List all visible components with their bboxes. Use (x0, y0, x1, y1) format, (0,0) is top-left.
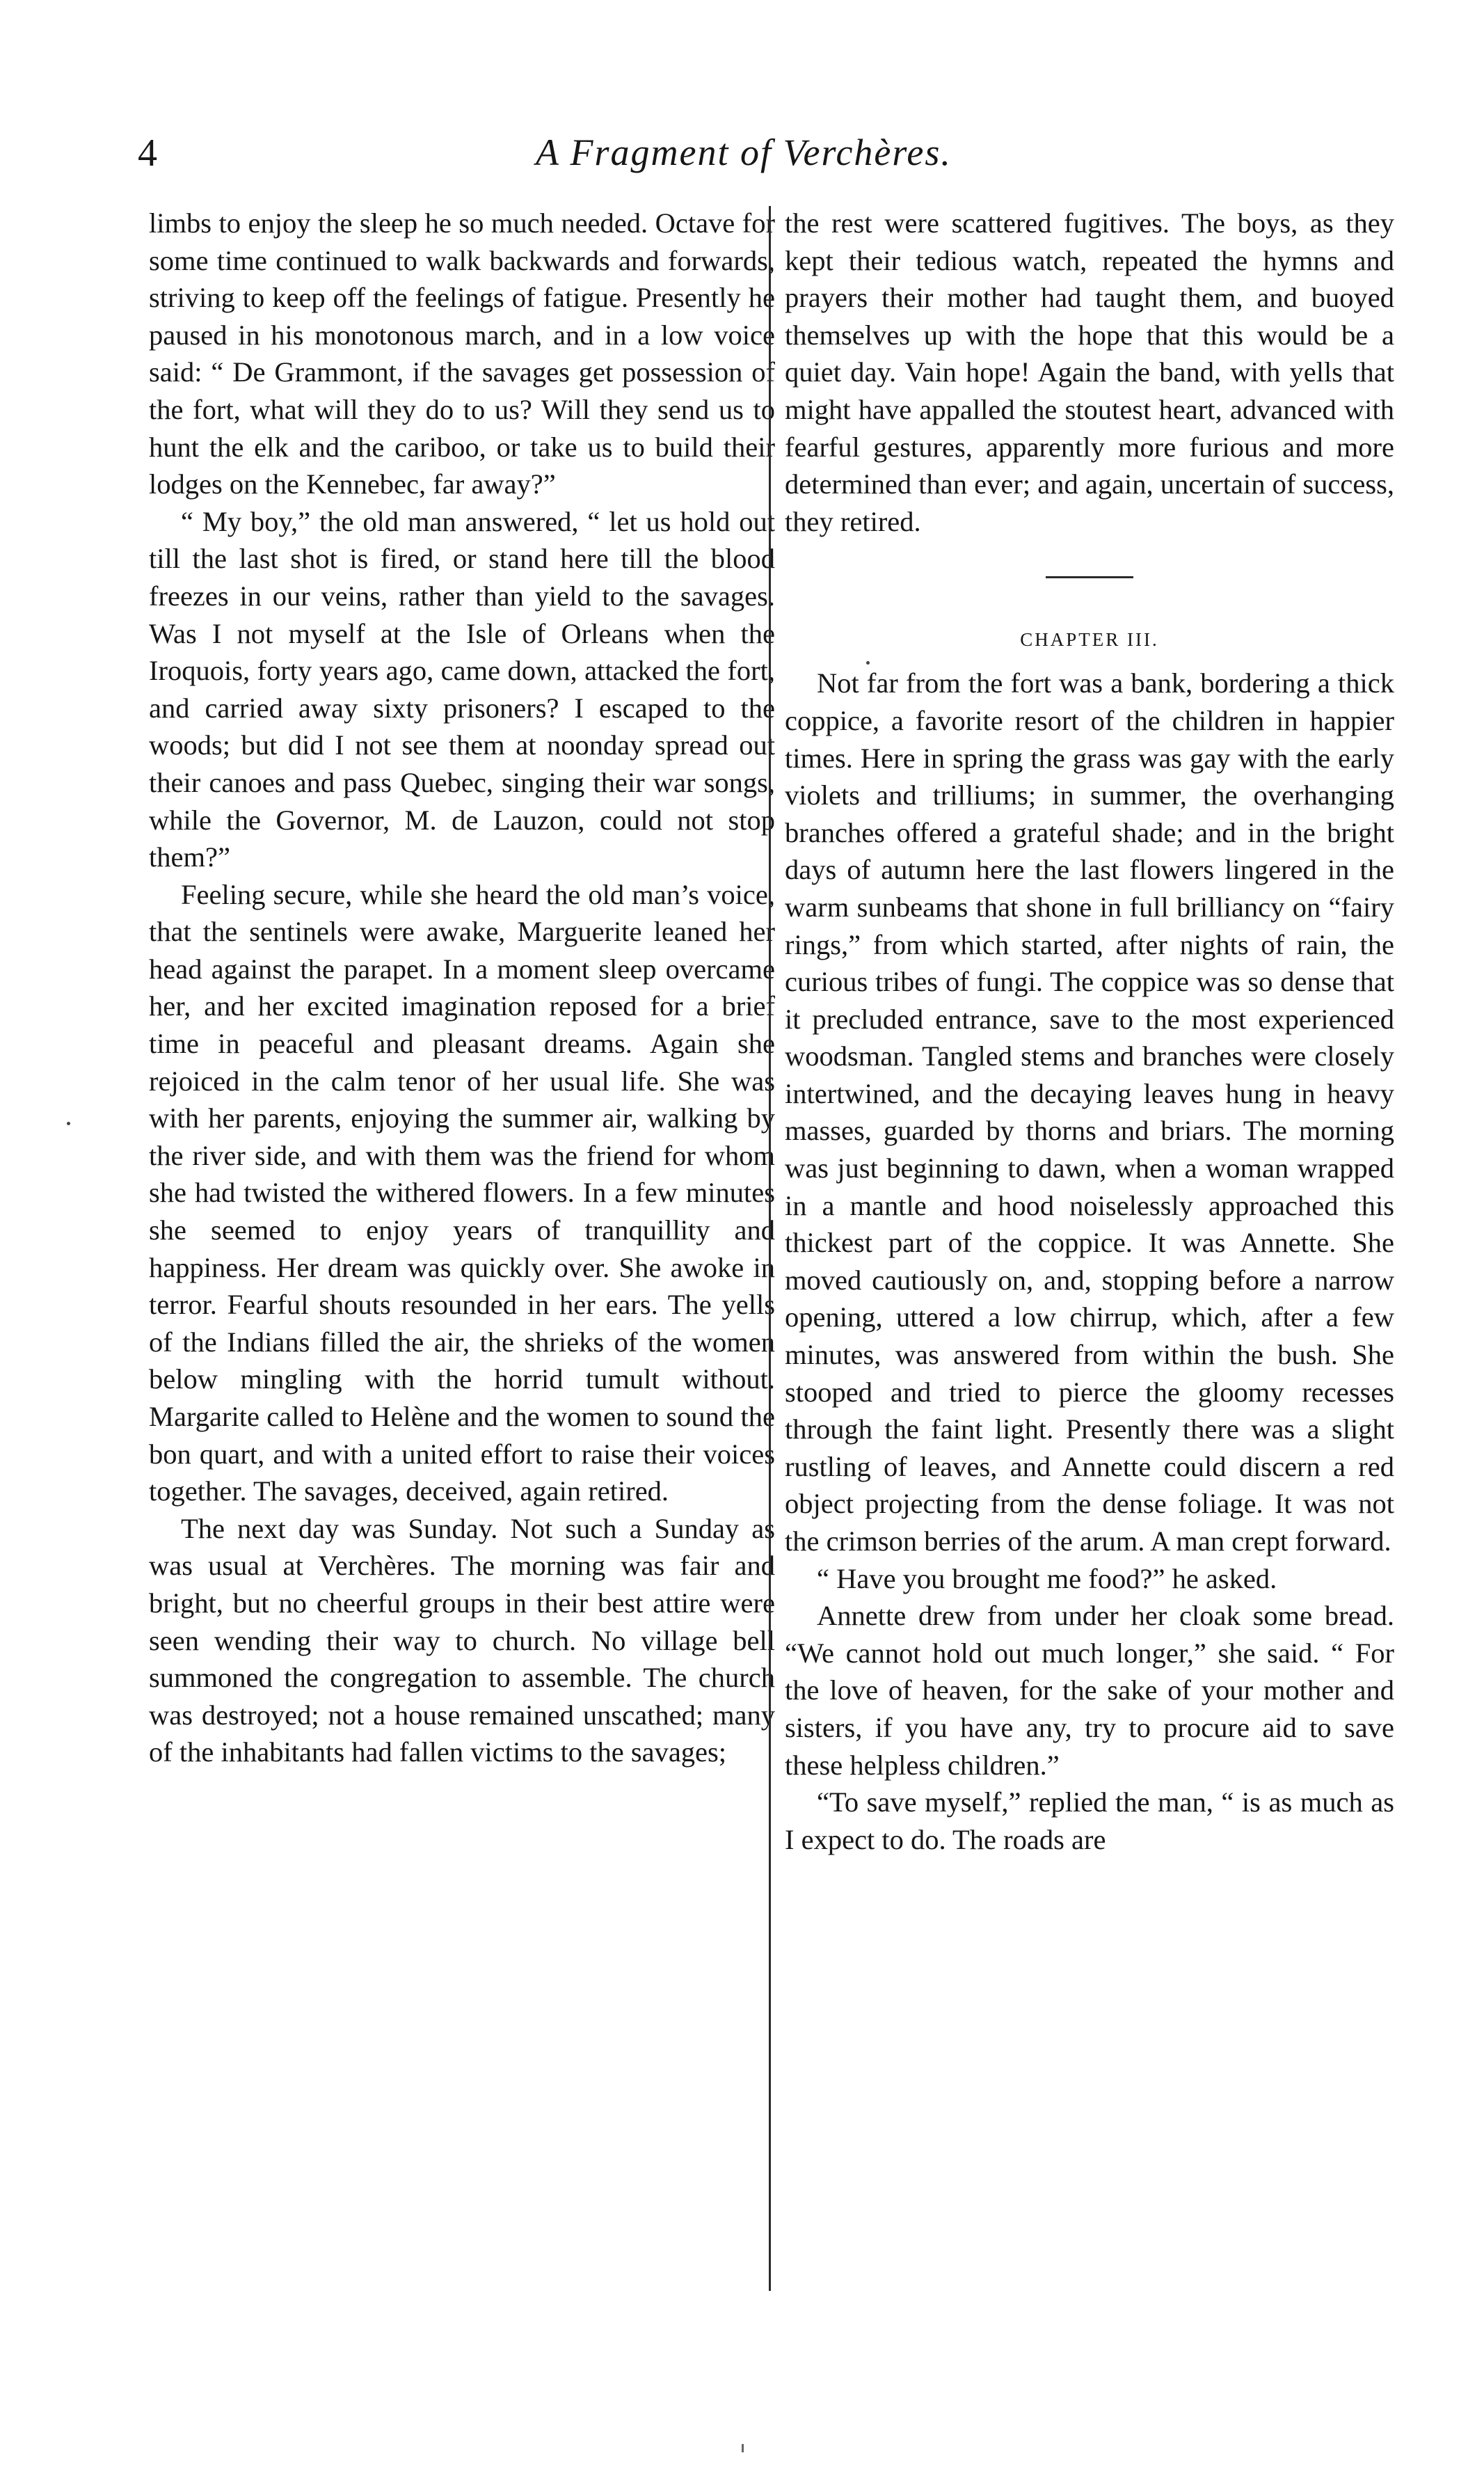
paragraph: Not far from the fort was a bank, bordering a thick coppice, a favorite resort of the children in happier times. Here in spring the grass was gay with the early violets and trilliums; in summer, the overhanging branches offered a grateful shade; and in the bright days of autumn here the last flowers lingered in the warm sunbeams that shone in full brilliancy on “fairy rings,” from which started, after nights of rain, the curious tribes of fungi. The coppice was so dense that it precluded entrance, save to the most experienced woodsman. Tangled stems and branches were closely intertwined, and the decaying leaves hung in heavy masses, guarded by thorns and briars. The morning was just beginning to dawn, when a woman wrapped in a mantle and hood noiselessly approached this thickest part of the coppice. It was Annette. She moved cautiously on, and, stopping before a narrow opening, uttered a low chirrup, which, after a few minutes, was answered from within the bush. She stooped and tried to pierce the gloomy recesses through the faint light. Presently there was a slight rustling of leaves, and Annette could discern a red object projecting from the dense foliage. It was not the crimson berries of the arum. A man crept forward. (785, 667, 1394, 1557)
paragraph: the rest were scattered fugitives. The boys, as they kept their tedious watch, repeated the hymns and prayers their mother had taught them, and buoyed themselves up with the hope that this would be a quiet day. Vain hope! Again the band, with yells that might have appalled the stoutest heart, advanced with fearful gestures, apparently more furious and more determined than ever; and again, uncertain of success, they retired. (785, 207, 1395, 537)
page-number: 4 (138, 132, 157, 175)
paragraph: Annette drew from under her cloak some bread. “We cannot hold out much longer,” she said. “ For the love of heaven, for the sake of your mother and sisters, if you have any, try to procure aid to save these helpless children.” (785, 1600, 1394, 1781)
paragraph: The next day was Sunday. Not such a Sunday as was usual at Verchères. The morning was fair and bright, but no cheerful groups in their best attire were seen wending their way to church. No village bell summoned the congregation to assemble. The church was destroyed; not a house remained unscathed; many of the inhabitants had fallen victims to the savages; (149, 1512, 775, 1768)
paragraph: limbs to enjoy the sleep he so much needed. Octave for some time continued to walk backwards and forwards, striving to keep off the feelings of fatigue. Presently he paused in his monotonous march, and in a low voice said: “ De Grammont, if the savages get possession of the fort, what will they do to us? Will they send us to hunt the elk and the cariboo, or take us to build their lodges on the Kennebec, far away?” (149, 207, 775, 500)
margin-speck (67, 1122, 70, 1125)
column-divider (769, 206, 771, 2291)
chapter-heading: CHAPTER III. (1020, 629, 1159, 651)
right-column (785, 205, 1394, 1858)
paragraph: Feeling secure, while she heard the old man’s voice, that the sentinels were awake, Marguerite leaned her head against the parapet. In a moment sleep overcame her, and her excited imagination reposed for a brief time in peaceful and pleasant dreams. Again she rejoiced in the calm tenor of her usual life. She was with her parents, enjoying the summer air, walking by the river side, and with them was the friend for whom she had twisted the withered flowers. In a few minutes she seemed to enjoy years of tranquillity and happiness. Her dream was quickly over. She awoke in terror. Fearful shouts resounded in her ears. The yells of the Indians filled the air, the shrieks of the women below mingling with the horrid tumult without. Margarite called to Helène and the women to sound the bon quart, and with a united effort to raise their voices together. The savages, deceived, again retired. (149, 878, 775, 1507)
footer-mark (742, 2444, 744, 2452)
paragraph: “ My boy,” the old man answered, “ let us hold out till the last shot is fired, or stand here till the blood freezes in our veins, rather than yield to the savages. Was I not myself at the Isle of Orleans when the Iroquois, forty years ago, came down, attacked the fort, and carried away sixty prisoners? I escaped to the woods; but did I not see them at noonday spread out their canoes and pass Quebec, singing their war songs, while the Governor, M. de Lauzon, could not stop them?” (149, 505, 775, 873)
margin-speck (866, 661, 870, 665)
running-title: A Fragment of Verchères. (536, 132, 952, 173)
paragraph: “To save myself,” replied the man, “ is as much as I expect to do. The roads are (785, 1786, 1394, 1855)
paragraph: “ Have you brought me food?” he asked. (817, 1562, 1277, 1594)
left-column (149, 205, 775, 1771)
section-divider (1046, 576, 1133, 578)
